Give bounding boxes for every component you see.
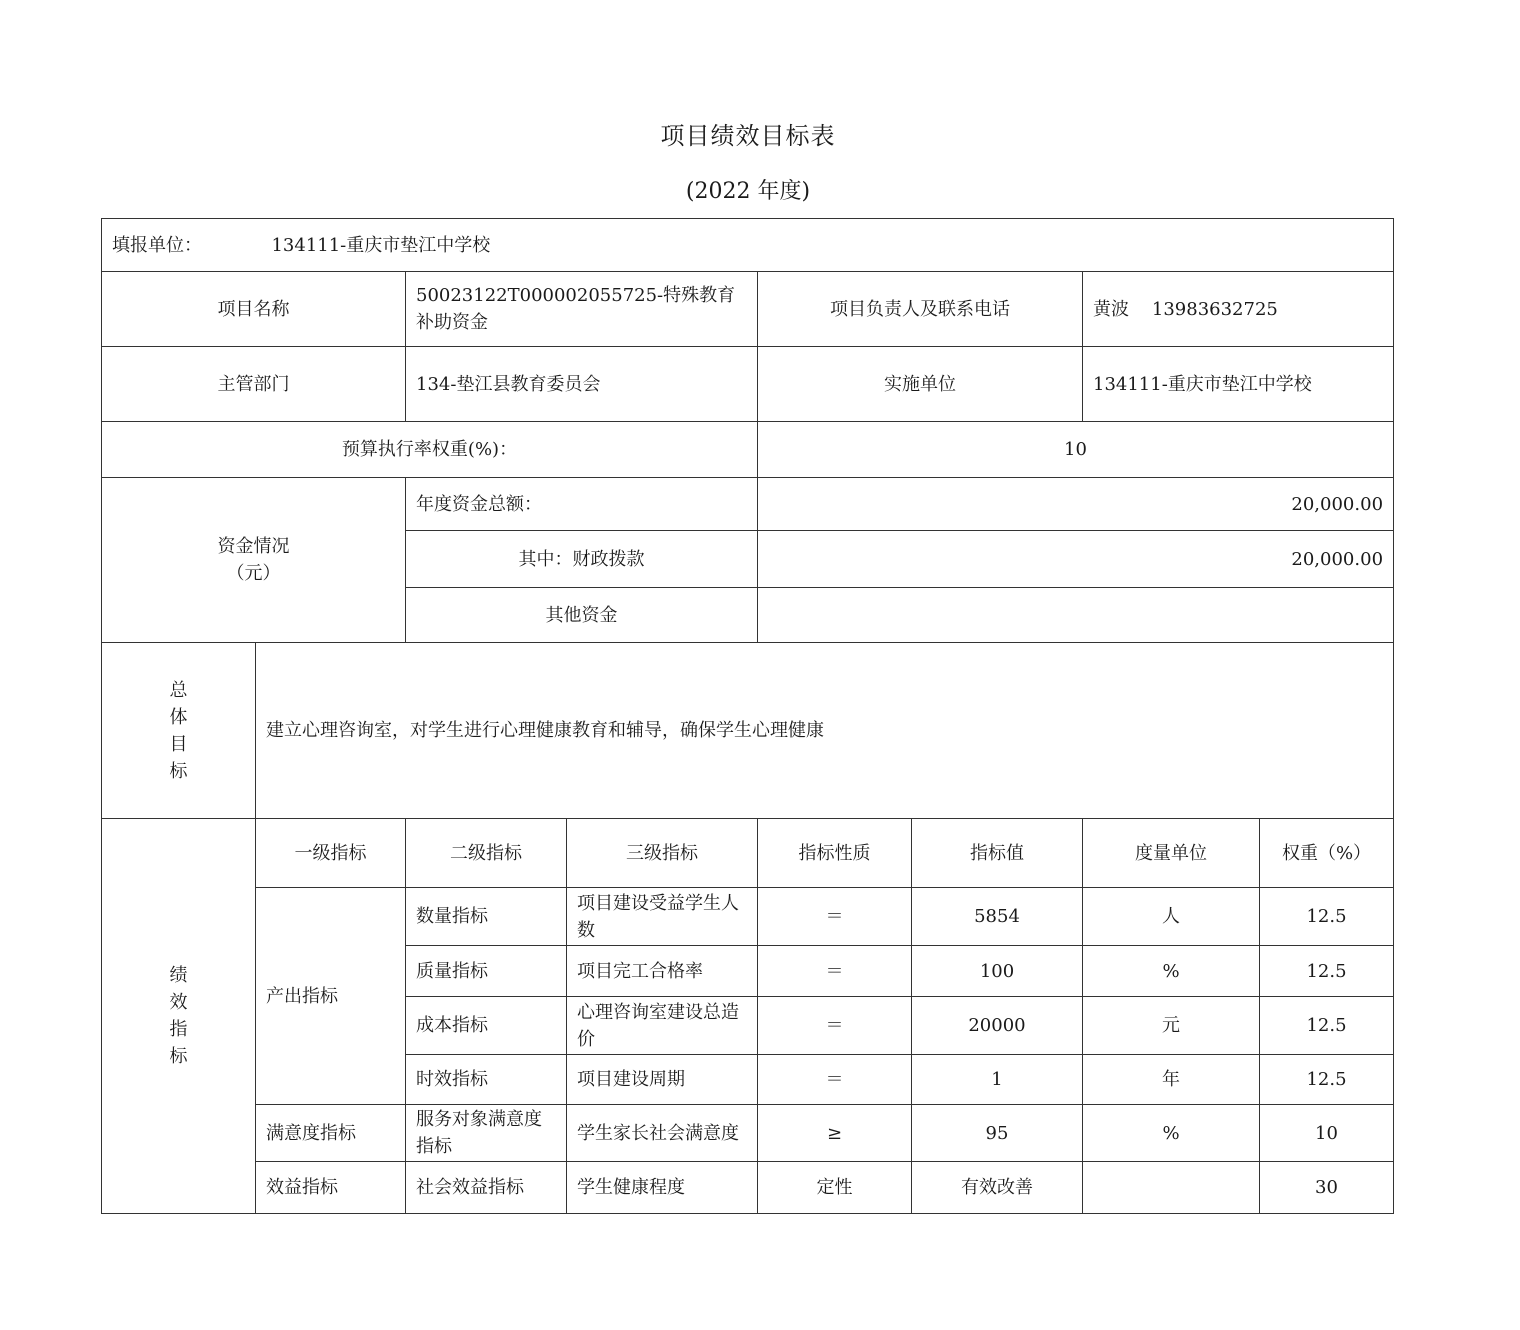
funds-label-unit: （元） xyxy=(226,563,281,584)
level2-cell: 社会效益指标 xyxy=(406,1162,567,1214)
weight-cell: 12.5 xyxy=(1260,997,1394,1055)
value-cell: 20000 xyxy=(912,997,1083,1055)
column-header: 三级指标 xyxy=(567,819,758,888)
level3-cell: 项目完工合格率 xyxy=(567,946,758,997)
column-header: 指标性质 xyxy=(758,819,912,888)
unit-cell: 年 xyxy=(1083,1055,1260,1105)
nature-cell: 定性 xyxy=(758,1162,912,1214)
level1-cell: 满意度指标 xyxy=(256,1105,406,1162)
weight-cell: 12.5 xyxy=(1260,946,1394,997)
funds-total-label: 年度资金总额： xyxy=(406,478,758,531)
column-header: 一级指标 xyxy=(256,819,406,888)
table-row xyxy=(102,888,1394,946)
nature-cell: ≥ xyxy=(758,1105,912,1162)
overall-goal-label-char: 标 xyxy=(169,760,188,782)
performance-header-row xyxy=(102,819,1394,888)
column-header: 权重（%） xyxy=(1260,819,1394,888)
nature-cell: ＝ xyxy=(758,946,912,997)
overall-goal-label xyxy=(102,643,256,819)
level2-cell: 时效指标 xyxy=(406,1055,567,1105)
weight-cell: 12.5 xyxy=(1260,1055,1394,1105)
project-name-row xyxy=(102,272,1394,347)
performance-target-table xyxy=(101,218,1394,1214)
budget-rate-row xyxy=(102,422,1394,478)
table-row xyxy=(102,1105,1394,1162)
nature-cell: ＝ xyxy=(758,888,912,946)
department-row xyxy=(102,347,1394,422)
budget-rate-value: 10 xyxy=(758,422,1394,478)
level2-cell: 质量指标 xyxy=(406,946,567,997)
unit-cell: 元 xyxy=(1083,997,1260,1055)
unit-cell: % xyxy=(1083,946,1260,997)
performance-label-char: 标 xyxy=(169,1046,188,1067)
unit-cell xyxy=(1083,1162,1260,1214)
reporting-unit-row xyxy=(102,219,1394,272)
implementing-unit-label: 实施单位 xyxy=(758,347,1083,422)
project-name-label: 项目名称 xyxy=(102,272,406,347)
funds-fiscal-value: 20,000.00 xyxy=(758,531,1394,588)
level2-cell: 服务对象满意度指标 xyxy=(406,1105,567,1162)
column-header: 指标值 xyxy=(912,819,1083,888)
level3-cell: 项目建设周期 xyxy=(567,1055,758,1105)
level3-cell: 心理咨询室建设总造价 xyxy=(567,997,758,1055)
level3-cell: 学生家长社会满意度 xyxy=(567,1105,758,1162)
funds-other-value xyxy=(758,588,1394,643)
implementing-unit-value: 134111-重庆市垫江中学校 xyxy=(1083,347,1394,422)
funds-label-cell xyxy=(102,478,406,643)
value-cell: 有效改善 xyxy=(912,1162,1083,1214)
overall-goal-label-char: 目 xyxy=(169,733,188,755)
performance-label-char: 绩 xyxy=(169,965,188,986)
project-leader-value: 黄波 13983632725 xyxy=(1083,272,1394,347)
reporting-unit-value: 134111-重庆市垫江中学校 xyxy=(271,234,491,256)
value-cell: 5854 xyxy=(912,888,1083,946)
funds-total-value: 20,000.00 xyxy=(758,478,1394,531)
weight-cell: 12.5 xyxy=(1260,888,1394,946)
level2-cell: 数量指标 xyxy=(406,888,567,946)
table-row xyxy=(102,1162,1394,1214)
column-header: 度量单位 xyxy=(1083,819,1260,888)
nature-cell: ＝ xyxy=(758,1055,912,1105)
funds-other-label: 其他资金 xyxy=(406,588,758,643)
page-title: 项目绩效目标表 xyxy=(660,122,836,150)
overall-goal-row xyxy=(102,643,1394,819)
performance-label-char: 指 xyxy=(169,1019,188,1040)
level3-cell: 项目建设受益学生人数 xyxy=(567,888,758,946)
level3-cell: 学生健康程度 xyxy=(567,1162,758,1214)
value-cell: 1 xyxy=(912,1055,1083,1105)
funds-fiscal-label: 其中：财政拨款 xyxy=(406,531,758,588)
project-name-value: 50023122T000002055725-特殊教育补助资金 xyxy=(406,272,758,347)
weight-cell: 30 xyxy=(1260,1162,1394,1214)
funds-total-row xyxy=(102,478,1394,531)
project-leader-label: 项目负责人及联系电话 xyxy=(758,272,1083,347)
performance-label-char: 效 xyxy=(169,992,188,1013)
department-value: 134-垫江县教育委员会 xyxy=(406,347,758,422)
funds-label: 资金情况 xyxy=(217,536,290,557)
overall-goal-label-char: 总 xyxy=(169,679,188,701)
page-subtitle-year: (2022 年度) xyxy=(685,179,811,204)
level1-cell: 效益指标 xyxy=(256,1162,406,1214)
output-indicator-label: 产出指标 xyxy=(256,888,406,1105)
department-label: 主管部门 xyxy=(102,347,406,422)
unit-cell: 人 xyxy=(1083,888,1260,946)
unit-cell: % xyxy=(1083,1105,1260,1162)
budget-rate-label: 预算执行率权重(%)： xyxy=(102,422,758,478)
level2-cell: 成本指标 xyxy=(406,997,567,1055)
column-header: 二级指标 xyxy=(406,819,567,888)
value-cell: 95 xyxy=(912,1105,1083,1162)
overall-goal-label-char: 体 xyxy=(169,706,188,728)
nature-cell: ＝ xyxy=(758,997,912,1055)
value-cell: 100 xyxy=(912,946,1083,997)
weight-cell: 10 xyxy=(1260,1105,1394,1162)
performance-label xyxy=(102,819,256,1214)
reporting-unit-label: 填报单位： xyxy=(112,234,202,256)
overall-goal-text: 建立心理咨询室，对学生进行心理健康教育和辅导，确保学生心理健康 xyxy=(256,643,1394,819)
reporting-unit-cell xyxy=(102,219,1394,272)
